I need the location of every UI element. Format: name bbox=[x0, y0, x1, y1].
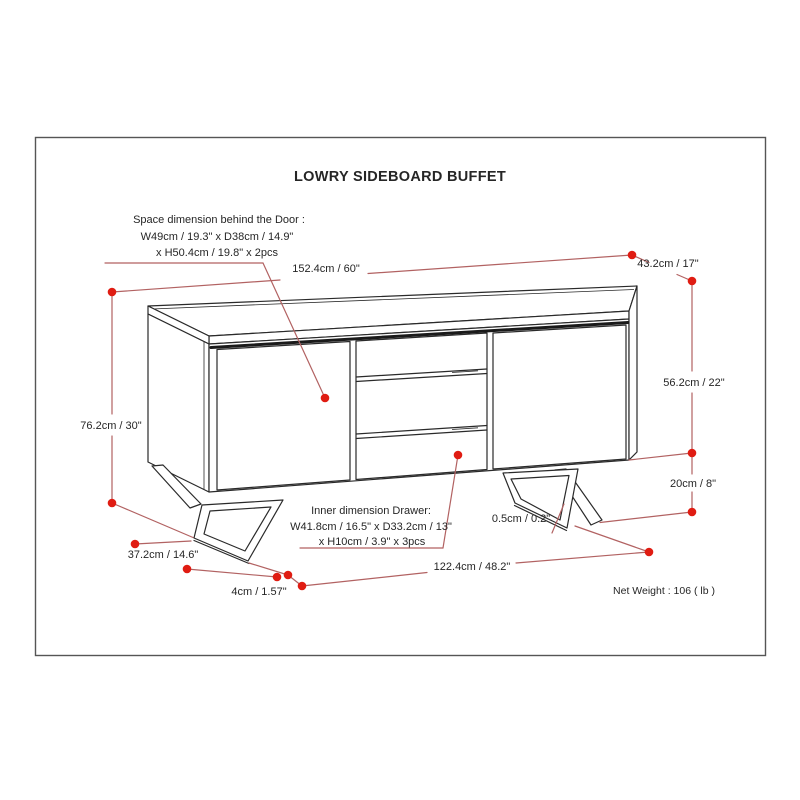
dim-dot-drawer-leader bbox=[454, 451, 463, 460]
dim-dot-bottom-left bbox=[108, 499, 117, 508]
dim-dot-top-left bbox=[108, 288, 117, 297]
cabinet-right-edge bbox=[629, 286, 637, 460]
leg-thickness-label: 0.5cm / 0.2" bbox=[491, 513, 551, 525]
tie-cabinet-bottom bbox=[629, 453, 692, 460]
dim-dot-door-leader bbox=[321, 394, 330, 403]
overall-width-line-left bbox=[112, 280, 280, 292]
base-depth-label: 37.2cm / 14.6" bbox=[127, 549, 199, 561]
dim-dot-floor-right bbox=[688, 508, 697, 517]
tie-floor-level bbox=[600, 512, 692, 523]
overall-depth-label: 43.2cm / 17" bbox=[637, 258, 699, 270]
leg-height-label: 20cm / 8" bbox=[669, 478, 717, 490]
base-depth-line bbox=[112, 503, 193, 538]
dim-dot-foot-b bbox=[273, 573, 282, 582]
body-height-label: 56.2cm / 22" bbox=[663, 377, 725, 389]
foot-width-line-b bbox=[249, 563, 288, 575]
drawer-note-line1: Inner dimension Drawer: bbox=[311, 505, 431, 517]
foot-width-label: 4cm / 1.57" bbox=[231, 586, 287, 598]
overall-height-label: 76.2cm / 30" bbox=[80, 420, 142, 432]
base-width-label: 122.4cm / 48.2" bbox=[433, 561, 511, 573]
base-width-line-right bbox=[516, 552, 649, 563]
dim-dot-base-width-right bbox=[645, 548, 654, 557]
overall-width-label: 152.4cm / 60" bbox=[292, 263, 360, 275]
tie-right-foot bbox=[575, 526, 649, 552]
base-width-line-left bbox=[302, 573, 427, 587]
dim-dot-base-depth bbox=[131, 540, 140, 549]
net-weight-label: Net Weight : 106 ( lb ) bbox=[613, 585, 715, 597]
dim-dot-top-right bbox=[628, 251, 637, 260]
base-depth-extension bbox=[135, 541, 191, 544]
dim-dot-depth-end bbox=[688, 277, 697, 286]
door-space-note-line3: x H50.4cm / 19.8" x 2pcs bbox=[156, 247, 278, 259]
door-space-note-line1: Space dimension behind the Door : bbox=[133, 214, 305, 226]
foot-width-line-a bbox=[187, 569, 277, 577]
door-space-note-line2: W49cm / 19.3" x D38cm / 14.9" bbox=[140, 231, 294, 243]
dim-dot-foot-c bbox=[284, 571, 293, 580]
dim-dot-base-width-left bbox=[298, 582, 307, 591]
overall-width-line-right bbox=[368, 255, 632, 274]
dim-dot-body-bottom bbox=[688, 449, 697, 458]
drawer-note-line3: x H10cm / 3.9" x 3pcs bbox=[318, 536, 426, 548]
page-title: LOWRY SIDEBOARD BUFFET bbox=[293, 169, 507, 185]
drawer-note-line2: W41.8cm / 16.5" x D33.2cm / 13" bbox=[290, 521, 452, 533]
dim-dot-foot-a bbox=[183, 565, 192, 574]
